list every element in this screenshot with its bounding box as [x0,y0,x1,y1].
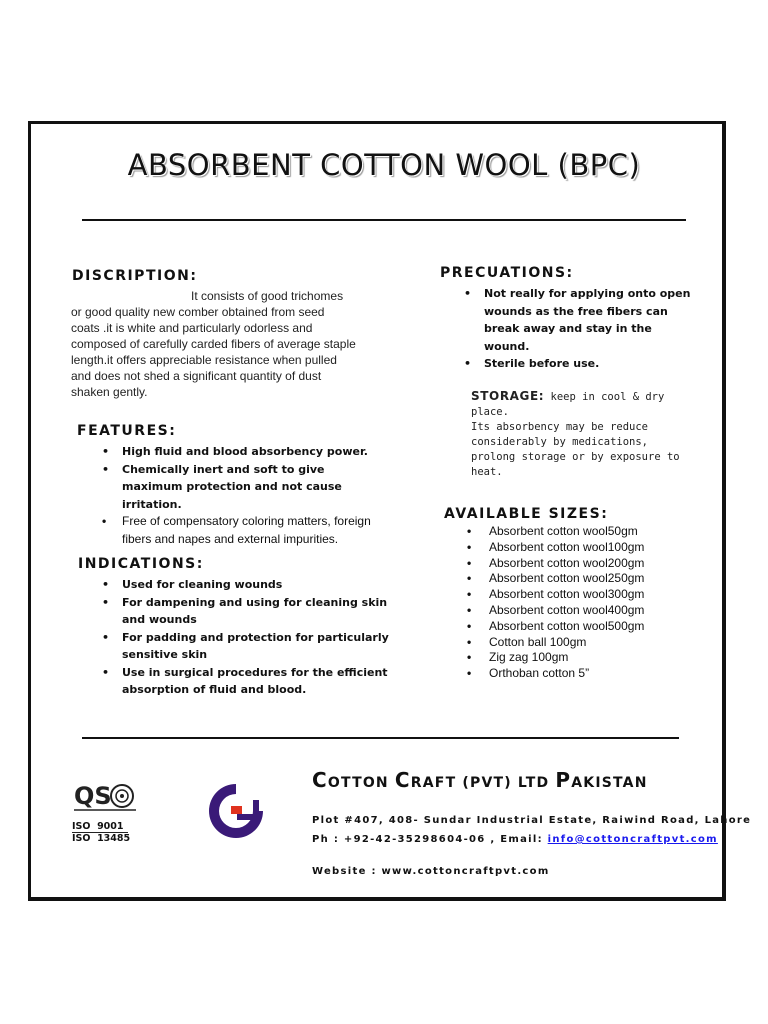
indications-heading: INDICATIONS: [78,556,204,572]
svg-text:QS: QS [74,782,112,810]
company-initial-c: C [312,768,328,792]
list-item: • Cotton ball 100gm [445,635,685,651]
storage-text: keep in cool & dry place. [471,391,665,418]
list-item: • Use in surgical procedures for the efficient absorption of fluid and blood. [98,664,390,699]
title-divider [82,219,686,221]
precautions-list [460,285,700,373]
list-item: • Absorbent cotton wool250gm [445,571,685,587]
list-item: • Orthoban cotton 5” [445,666,685,682]
list-item: • Absorbent cotton wool200gm [445,556,685,572]
company-name-part: RAFT (PVT) LTD [410,775,556,791]
company-name [312,768,648,792]
description-body: It consists of good trichomes or good quality new comber obtained from seed coats .it is white and particularly odorless and composed of carefully carded fibers of average staple length.it offers appreciable resistance when pulled and does not shed a significant quantity of dust shaken gently. [71,289,356,399]
list-item: • Absorbent cotton wool50gm [445,524,685,540]
footer-divider [82,737,679,739]
phone-text: Ph : +92-42-35298604-06 , Email: [312,834,548,845]
page-title: ABSORBENT COTTON WOOL (BPC) [127,148,641,182]
company-address: Plot #407, 408- Sundar Industrial Estate, Raiwind Road, Lahore [312,815,752,826]
email-link[interactable]: info@cottoncraftpvt.com [547,834,718,845]
list-item: • Chemically inert and soft to give maximum protection and not cause irritation. [98,461,388,514]
list-item: • Zig zag 100gm [445,650,685,666]
company-logo [205,780,267,842]
iso-certification-logo [72,768,142,848]
storage-note: Its absorbency may be reduce considerably by medications, prolong storage or by exposure to heat. [471,421,680,478]
cotton-craft-logo-icon [205,780,267,842]
company-phone-email [312,834,718,845]
precautions-heading: PRECUATIONS: [440,265,574,281]
list-item: • Used for cleaning wounds [98,576,390,594]
qs-seal-icon [72,768,138,816]
iso-13485-label: ISO 13485 [72,833,131,844]
list-item: • Absorbent cotton wool500gm [445,619,685,635]
iso-9001-label: ISO 9001 [72,821,128,833]
list-item: • Free of compensatory coloring matters, foreign fibers and napes and external impurities. [98,513,388,548]
company-initial-c2: C [394,768,411,792]
storage-label: STORAGE: [471,389,545,403]
list-item: • Sterile before use. [460,355,700,373]
company-website: Website : www.cottoncraftpvt.com [312,866,550,877]
sizes-heading: AVAILABLE SIZES: [444,506,609,522]
description-text [71,288,356,400]
description-heading: DISCRIPTION: [72,268,198,284]
company-name-part: OTTON [327,775,395,791]
list-item: • Not really for applying onto open wounds as the free fibers can break away and stay in the wound. [460,285,700,355]
list-item: • Absorbent cotton wool300gm [445,587,685,603]
indications-list [98,576,390,699]
company-initial-p: P [555,768,572,792]
features-list [98,443,388,548]
list-item: • For padding and protection for particularly sensitive skin [98,629,390,664]
storage-block [471,389,681,480]
sizes-list [445,524,685,682]
list-item: • High fluid and blood absorbency power. [98,443,388,461]
company-name-part: AKISTAN [571,775,648,791]
features-heading: FEATURES: [77,423,177,439]
list-item: • Absorbent cotton wool100gm [445,540,685,556]
list-item: • Absorbent cotton wool400gm [445,603,685,619]
list-item: • For dampening and using for cleaning skin and wounds [98,594,390,629]
